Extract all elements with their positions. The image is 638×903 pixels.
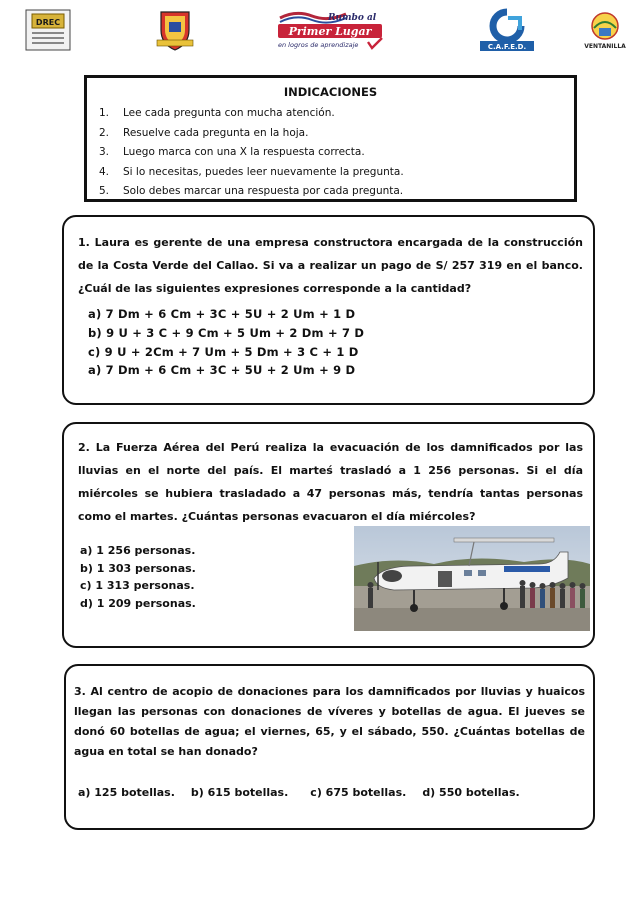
answer-option[interactable]: a) 7 Dm + 6 Cm + 3C + 5U + 2 Um + 9 D xyxy=(88,363,356,378)
instruction-item xyxy=(99,124,404,144)
instruction-item xyxy=(99,104,404,124)
question-1-options xyxy=(88,305,364,380)
question-2-options xyxy=(80,542,196,613)
airplane-evacuation-photo xyxy=(354,526,590,631)
instruction-number: 5. xyxy=(99,185,110,197)
drec-logo xyxy=(22,8,74,52)
ventanilla-logo xyxy=(580,8,630,52)
question-1-box xyxy=(62,215,595,405)
instruction-text: Resuelve cada pregunta en la hoja. xyxy=(123,126,309,139)
question-3-text: 3. Al centro de acopio de donaciones para los damnificados por lluvias y huaicos llegan las personas con donaciones de víveres y botellas de agua. El jueves se donó 60 botellas de agua; el viernes, 65, y el sábado, 550. ¿Cuántas botellas de agua en total se han donado? xyxy=(74,685,585,758)
question-2-text: 2. La Fuerza Aérea del Perú realiza la evacuación de los damnificados por las lluvias en el norte del país. El marteś trasladó a 1 256 personas. Si el día miércoles se hubiera trasladado a 47 personas más, tendría tantas personas como el martes. ¿Cuántas personas evacuaron el día miércoles? xyxy=(78,441,583,523)
ventanilla-text: VENTANILLA xyxy=(584,43,626,50)
drec-logo-text: DREC xyxy=(35,18,61,27)
instruction-item xyxy=(99,182,404,202)
rumbo-line2: Primer Lugar xyxy=(288,25,372,38)
answer-option[interactable]: d) 1 209 personas. xyxy=(80,597,196,611)
answer-option[interactable]: a) 7 Dm + 6 Cm + 3C + 5U + 2 Um + 1 D xyxy=(88,307,356,321)
question-2-box xyxy=(62,422,595,648)
rumbo-line1: Rumbo al xyxy=(328,13,377,23)
instruction-text: Luego marca con una X la respuesta correcta. xyxy=(123,146,365,158)
instruction-item xyxy=(99,163,404,183)
answer-option[interactable]: b) 1 303 personas. xyxy=(80,561,196,575)
cafed-text: C.A.F.E.D. xyxy=(487,43,527,51)
instructions-title: INDICACIONES xyxy=(283,85,378,99)
instruction-number: 2. xyxy=(99,126,110,139)
instruction-item xyxy=(99,143,404,163)
question-1-text: 1. Laura es gerente de una empresa constructora encargada de la construcción de la Costa Verde del Callao. Si va a realizar un pago de S/ 257 319 en el banco. ¿Cuál de las siguientes expresiones corresponde a la cantidad? xyxy=(78,236,583,295)
instructions-box xyxy=(84,75,577,202)
instruction-text: Solo debes marcar una respuesta por cada pregunta. xyxy=(123,185,404,197)
instruction-number: 4. xyxy=(99,165,110,178)
answer-option[interactable]: d) 550 botellas. xyxy=(422,786,520,799)
rumbo-al-primer-lugar-logo xyxy=(276,8,386,52)
cafed-logo xyxy=(472,8,542,52)
answer-option[interactable]: c) 9 U + 2Cm + 7 Um + 5 Dm + 3 C + 1 D xyxy=(88,344,359,359)
answer-option[interactable]: a) 1 256 personas. xyxy=(80,544,196,557)
answer-option[interactable]: c) 675 botellas. xyxy=(310,786,407,799)
instructions-list xyxy=(99,104,404,202)
question-3-box xyxy=(64,664,595,830)
instruction-text: Lee cada pregunta con mucha atención. xyxy=(123,107,335,119)
answer-option[interactable]: b) 615 botellas. xyxy=(190,786,289,799)
answer-option[interactable]: a) 125 botellas. xyxy=(78,786,175,799)
instruction-text: Si lo necesitas, puedes leer nuevamente la pregunta. xyxy=(123,165,404,178)
answer-option[interactable]: c) 1 313 personas. xyxy=(80,579,195,593)
instruction-number: 1. xyxy=(99,107,110,119)
answer-option[interactable]: b) 9 U + 3 C + 9 Cm + 5 Um + 2 Dm + 7 D xyxy=(88,325,365,340)
school-shield-logo xyxy=(152,8,198,52)
question-3-options xyxy=(78,786,536,799)
rumbo-line3: en logros de aprendizaje xyxy=(278,41,359,49)
instruction-number: 3. xyxy=(99,146,110,158)
